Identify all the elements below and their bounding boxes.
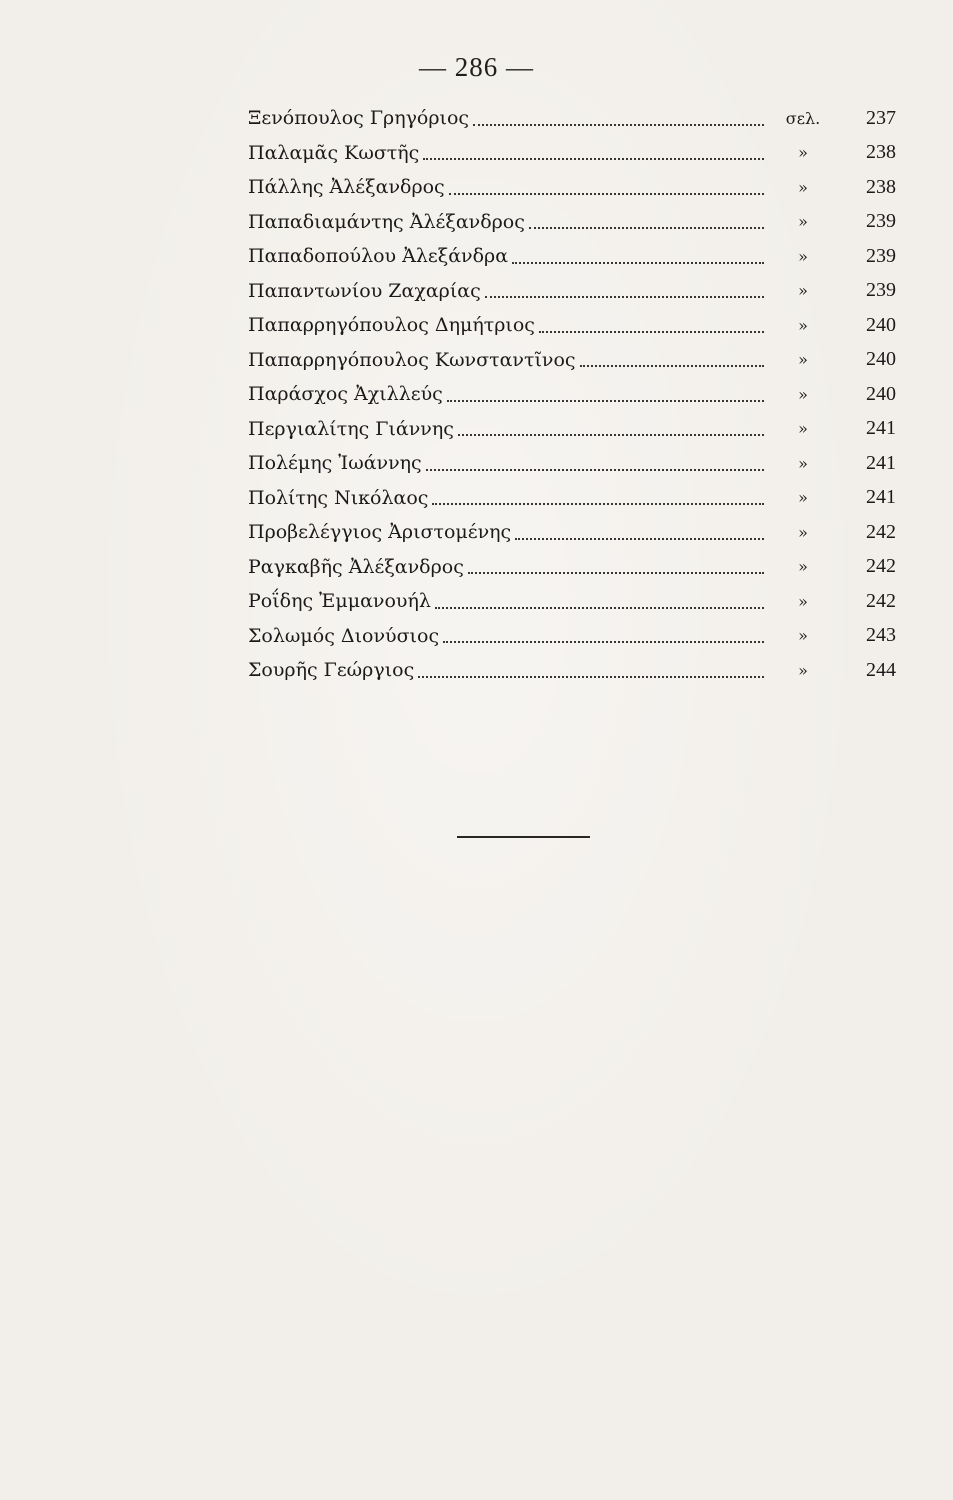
- entry-name: Πολίτης Νικόλαος: [248, 486, 429, 509]
- dot-leader: [539, 330, 764, 333]
- entry-ref: »: [798, 350, 808, 370]
- entry-name: Παπαδοπούλου Ἀλεξάνδρα: [248, 245, 509, 268]
- entry-page: 240: [866, 313, 896, 336]
- entry-name: Πάλλης Ἀλέξανδρος: [248, 176, 445, 199]
- index-entry: [248, 308, 896, 343]
- index-entry: [248, 170, 896, 205]
- entry-ref: »: [798, 143, 808, 163]
- index-list: [248, 101, 896, 688]
- entry-name: Παπαδιαμάντης Ἀλέξανδρος: [248, 210, 525, 233]
- entry-page: 239: [866, 210, 896, 233]
- entry-name: Ροΐδης Ἐμμανουήλ: [248, 590, 431, 613]
- entry-ref: »: [798, 419, 808, 439]
- dot-leader: [458, 433, 764, 436]
- entry-ref: »: [798, 591, 808, 611]
- entry-ref: »: [798, 626, 808, 646]
- dot-leader: [418, 675, 764, 678]
- dot-leader: [515, 537, 764, 540]
- dot-leader: [485, 295, 764, 298]
- entry-page: 241: [866, 417, 896, 440]
- entry-page: 244: [866, 658, 896, 681]
- dot-leader: [473, 123, 764, 126]
- index-entry: [248, 515, 896, 550]
- entry-ref: »: [798, 315, 808, 335]
- index-entry: [248, 584, 896, 619]
- dot-leader: [512, 261, 764, 264]
- entry-name: Πολέμης Ἰωάννης: [248, 452, 422, 475]
- index-entry: [248, 550, 896, 585]
- entry-page: 242: [866, 520, 896, 543]
- entry-name: Παπαρρηγόπουλος Δημήτριος: [248, 314, 535, 337]
- entry-ref: »: [798, 281, 808, 301]
- entry-ref: »: [798, 177, 808, 197]
- entry-page: 242: [866, 589, 896, 612]
- entry-name: Παπαρρηγόπουλος Κωνσταντῖνος: [248, 348, 576, 371]
- dot-leader: [449, 192, 764, 195]
- entry-page: 241: [866, 486, 896, 509]
- index-entry: [248, 101, 896, 136]
- entry-ref: »: [798, 384, 808, 404]
- entry-page: 241: [866, 451, 896, 474]
- entry-ref: »: [798, 246, 808, 266]
- entry-ref: »: [798, 453, 808, 473]
- dot-leader: [468, 571, 764, 574]
- entry-name: Ξενόπουλος Γρηγόριος: [248, 107, 470, 130]
- dot-leader: [447, 399, 764, 402]
- index-entry: [248, 446, 896, 481]
- entry-page: 238: [866, 141, 896, 164]
- entry-name: Περγιαλίτης Γιάννης: [248, 417, 454, 440]
- dot-leader: [423, 157, 764, 160]
- entry-page: 239: [866, 279, 896, 302]
- dot-leader: [432, 502, 764, 505]
- entry-name: Ραγκαβῆς Ἀλέξανδρος: [248, 555, 464, 578]
- entry-page: 239: [866, 244, 896, 267]
- end-rule: [457, 836, 590, 838]
- entry-name: Προβελέγγιος Ἀριστομένης: [248, 521, 512, 544]
- entry-ref: »: [798, 488, 808, 508]
- entry-name: Παπαντωνίου Ζαχαρίας: [248, 279, 481, 302]
- dot-leader: [435, 606, 764, 609]
- index-entry: [248, 619, 896, 654]
- entry-page: 237: [866, 106, 896, 129]
- entry-name: Παράσχος Ἀχιλλεύς: [248, 383, 443, 406]
- index-entry: [248, 412, 896, 447]
- dot-leader: [426, 468, 764, 471]
- dot-leader: [529, 226, 764, 229]
- entry-page: 240: [866, 382, 896, 405]
- entry-ref: σελ.: [785, 108, 821, 128]
- index-entry: [248, 274, 896, 309]
- entry-page: 238: [866, 175, 896, 198]
- index-entry: [248, 377, 896, 412]
- entry-page: 243: [866, 624, 896, 647]
- entry-ref: »: [798, 660, 808, 680]
- dot-leader: [580, 364, 764, 367]
- page-number: — 286 —: [419, 52, 534, 82]
- index-entry: [248, 653, 896, 688]
- entry-name: Σουρῆς Γεώργιος: [248, 659, 415, 682]
- dot-leader: [443, 640, 764, 643]
- entry-ref: »: [798, 557, 808, 577]
- entry-name: Σολωμός Διονύσιος: [248, 624, 440, 647]
- entry-page: 240: [866, 348, 896, 371]
- index-entry: [248, 481, 896, 516]
- entry-page: 242: [866, 555, 896, 578]
- index-entry: [248, 205, 896, 240]
- entry-ref: »: [798, 522, 808, 542]
- index-entry: [248, 136, 896, 171]
- entry-ref: »: [798, 212, 808, 232]
- index-entry: [248, 239, 896, 274]
- entry-name: Παλαμᾶς Κωστῆς: [248, 141, 420, 164]
- index-entry: [248, 343, 896, 378]
